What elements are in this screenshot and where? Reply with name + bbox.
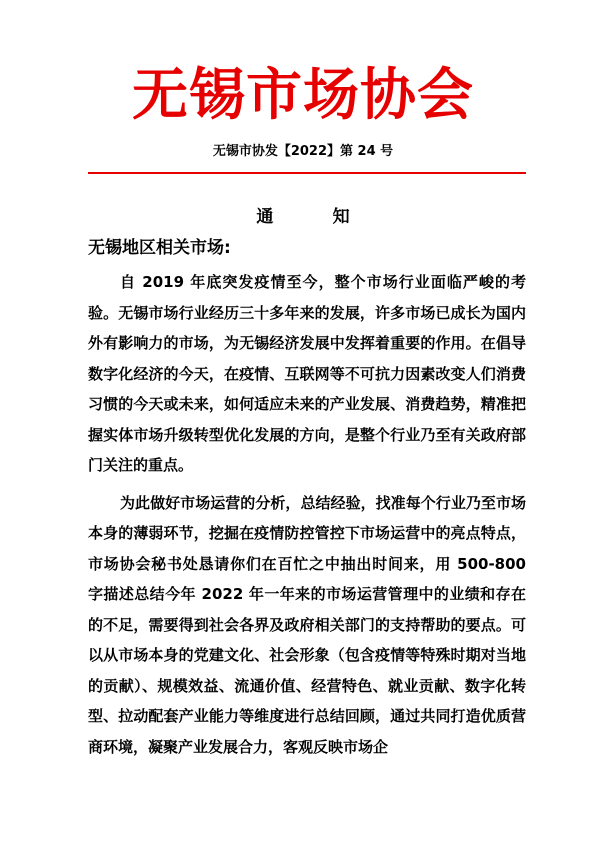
salutation: 无锡地区相关市场:	[88, 238, 231, 258]
body-text	[88, 267, 526, 769]
document-number: 无锡市协发【2022】第 24 号	[212, 144, 394, 159]
org-title: 无锡市场协会	[132, 63, 474, 128]
paragraph-2: 为此做好市场运营的分析，总结经验，找准每个行业乃至市场本身的薄弱环节，挖掘在疫情防控管控下市场运营中的亮点特点，市场协会秘书处恳请你们在百忙之中抽出时间来，用 500-800 字描述总结今年 2022 年一年来的市场运营管理中的业绩和存在的不足，需要得到社会各界及政府相关部门的支持帮助的要点。可以从市场本身的党建文化、社会形象（包含疫情等特殊时期对当地的贡献）、规模效益、流通价值、经营特色、就业贡献、数字化转型、拉动配套产业能力等维度进行总结回顾，通过共同打造优质营商环境，凝聚产业发展合力，客观反映市场企	[88, 493, 526, 756]
red-divider	[88, 172, 526, 174]
notice-title: 通 知	[256, 207, 350, 227]
paragraph-1: 自 2019 年底突发疫情至今，整个市场行业面临严峻的考验。无锡市场行业经历三十多年来的发展，许多市场已成长为国内外有影响力的市场，为无锡经济发展中发挥着重要的作用。在倡导数字化经济的今天，在疫情、互联网等不可抗力因素改变人们消费习惯的今天或未来，如何适应未来的产业发展、消费趋势，精准把握实体市场升级转型优化发展的方向，是整个行业乃至有关政府部门关注的重点。	[88, 273, 526, 474]
